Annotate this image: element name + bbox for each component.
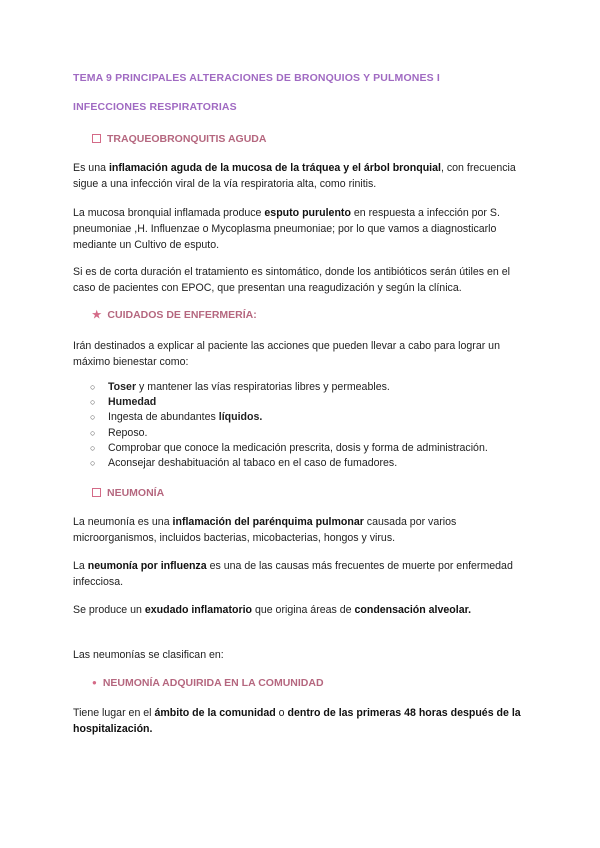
text: , con frecuencia sigue a una infección viral de la vía respiratoria alta, como rinitis. [73,162,516,190]
hollow-circle-bullet-icon: ○ [90,427,96,438]
bold-text: Toser [108,381,137,393]
paragraph-cuidados-intro: Irán destinados a explicar al paciente las acciones que pueden llevar a cabo para lograr un máximo bienestar como: [73,340,500,368]
hollow-circle-bullet-icon: ○ [90,442,96,453]
paragraph-neumonia-4: Las neumonías se clasifican en: [73,649,224,661]
text: Es una [73,162,109,174]
text: es una de las causas más frecuentes de muerte por enfermedad infecciosa. [73,560,513,588]
bold-text: dentro de las primeras 48 horas después de la hospitalización. [73,707,521,735]
bold-text: condensación alveolar. [354,604,472,616]
bold-text: exudado inflamatorio [144,604,252,616]
heading-cuidados [92,309,257,321]
list-item [73,395,533,410]
paragraph-traqueo-2 [73,205,533,253]
heading-comunidad-label: NEUMONÍA ADQUIRIDA EN LA COMUNIDAD [102,677,324,689]
paragraph-comunidad-1 [73,705,533,737]
paragraph-neumonia-3 [73,602,533,618]
bold-text: neumonía por influenza [87,560,207,572]
text: y mantener las vías respiratorias libres y permeables. [136,381,390,393]
text: en respuesta a infección por S. pneumoniae ,H. Influenzae o Mycoplasma pneumoniae; por lo que vamos a diagnosticarlo mediante un Cultivo de esputo. [73,207,500,251]
heading-traqueobronquitis [92,133,266,145]
heading-neumonia [92,487,164,499]
heading-traqueobronquitis-label: TRAQUEOBRONQUITIS AGUDA [107,133,267,145]
paragraph-neumonia-1 [73,514,533,546]
paragraph-traqueo-1 [73,160,533,192]
text: Aconsejar deshabituación al tabaco en el caso de fumadores. [108,457,398,470]
heading-neumonia-label: NEUMONÍA [107,487,165,499]
paragraph-neumonia-2 [73,558,533,590]
text: que origina áreas de [252,604,355,616]
text: Comprobar que conoce la medicación prescrita, dosis y forma de administración. [108,441,488,454]
hollow-circle-bullet-icon: ○ [90,412,96,423]
bold-text: inflamación aguda de la mucosa de la tráquea y el árbol bronquial [108,162,441,174]
bold-text: inflamación del parénquima pulmonar [172,516,364,528]
list-item [73,441,533,456]
hollow-circle-bullet-icon: ○ [90,382,96,392]
bold-text: Humedad [108,396,157,409]
hollow-circle-bullet-icon: ○ [90,458,96,469]
paragraph-traqueo-3: Si es de corta duración el tratamiento es sintomático, donde los antibióticos serán útiles en el caso de pacientes con EPOC, que presentan una reagudización y según la clínica. [73,266,510,294]
text: Se produce un [73,604,145,616]
cuidados-list [73,380,533,471]
list-item [73,426,533,441]
section-title: INFECCIONES RESPIRATORIAS [73,101,237,113]
text: Ingesta de abundantes [108,411,219,424]
document-title: TEMA 9 PRINCIPALES ALTERACIONES DE BRONQUIOS Y PULMONES I [73,72,440,84]
text: La mucosa bronquial inflamada produce [73,207,265,219]
filled-circle-bullet-icon: ● [92,678,97,687]
heading-comunidad [92,677,324,689]
text: causada por varios microorganismos, incluidos bacterias, micobacterias, hongos y virus. [73,516,457,544]
hollow-circle-bullet-icon: ○ [90,397,96,408]
star-icon: ★ [92,309,102,321]
text: La [73,560,88,572]
checkbox-square-icon [92,488,101,497]
text: o [275,707,288,719]
list-item [73,456,533,471]
list-item [73,380,533,395]
text: Reposo. [108,426,148,439]
bold-text: líquidos. [218,411,263,424]
heading-cuidados-label: CUIDADOS DE ENFERMERÍA: [107,309,257,321]
text: Tiene lugar en el [73,707,155,719]
text: La neumonía es una [73,516,173,528]
bold-text: esputo purulento [264,207,351,219]
checkbox-square-icon [92,134,101,143]
bold-text: ámbito de la comunidad [154,707,276,719]
list-item [73,410,533,425]
